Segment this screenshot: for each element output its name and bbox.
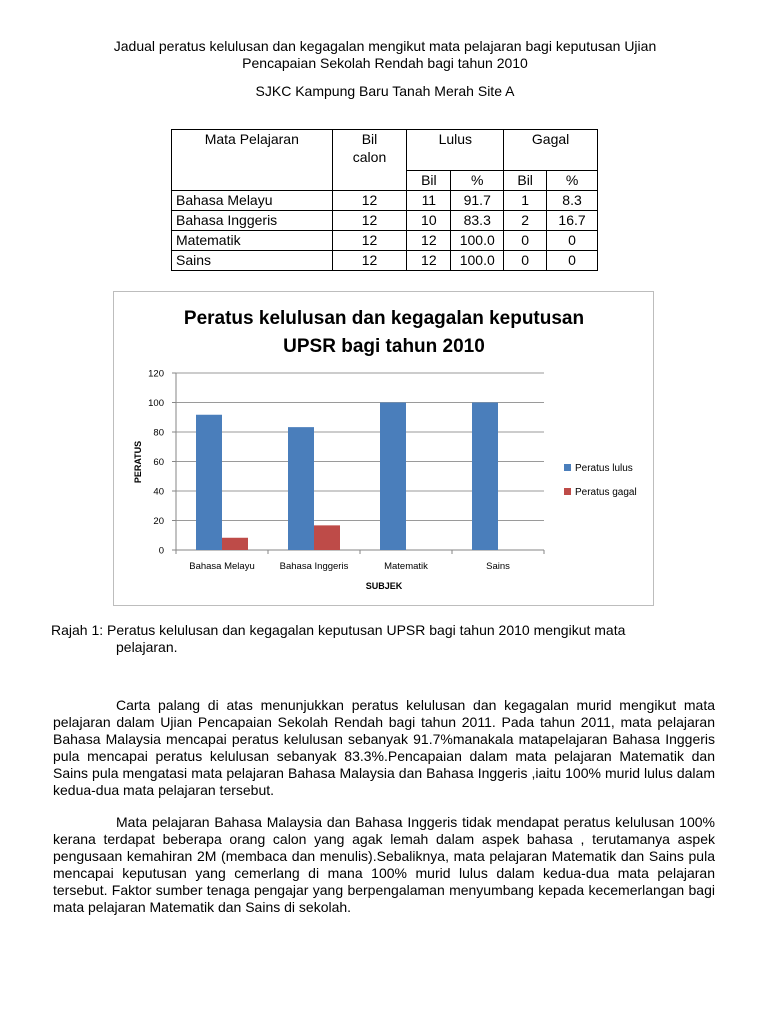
cell-pass-count: 12 (407, 251, 451, 271)
cell-subject: Sains (172, 251, 333, 271)
header-candidates-line-1: Bil (361, 131, 378, 147)
paragraph-1: Carta palang di atas menunjukkan peratus kelulusan dan kegagalan murid mengikut mata pelajaran dalam Ujian Pencapaian Sekolah Rendah bagi tahun 2011. Pada tahun 2011, mata pelajaran Bahasa Malaysia mencapai peratus kelulusan sebanyak 91.7%manakala matapelajaran Bahasa Inggeris pula mencapai peratus kelulusan sebanyak 83.3%.Pencapaian dalam mata pelajaran Matematik dan Sains pula mengatasi mata pelajaran Bahasa Malaysia dan Bahasa Inggeris ,iaitu 100% murid lulus dalam kedua-dua mata pelajaran tersebut. (53, 697, 715, 798)
cell-fail-percent: 16.7 (547, 211, 598, 231)
legend-swatch (564, 488, 571, 495)
bar-pass (380, 403, 406, 551)
chart-title-line-1: Peratus kelulusan dan kegagalan keputusan (183, 308, 585, 329)
results-table (171, 129, 598, 271)
legend-swatch (564, 464, 571, 471)
cell-pass-percent: 91.7 (451, 191, 504, 211)
cell-pass-count: 12 (407, 231, 451, 251)
table-header-row (172, 130, 598, 171)
figure-caption-continued: pelajaran. (116, 639, 178, 655)
header-candidates-line-2: calon (352, 149, 387, 165)
cell-candidates: 12 (332, 231, 407, 251)
chart-canvas (114, 292, 655, 607)
x-tick-label: Matematik (384, 561, 428, 572)
cell-pass-percent: 100.0 (451, 231, 504, 251)
cell-candidates: 12 (332, 251, 407, 271)
cell-fail-percent: 0 (547, 251, 598, 271)
chart-title-line-2: UPSR bagi tahun 2010 (283, 336, 485, 357)
cell-subject: Matematik (172, 231, 333, 251)
header-fail-count: Bil (504, 171, 547, 191)
table-row (172, 231, 598, 251)
cell-candidates: 12 (332, 191, 407, 211)
x-tick-label: Sains (486, 561, 510, 572)
x-axis-title: SUBJEK (365, 581, 403, 591)
y-axis-title: PERATUS (133, 440, 143, 484)
school-name: SJKC Kampung Baru Tanah Merah Site A (255, 83, 515, 99)
bar-fail (314, 525, 340, 550)
document-title (60, 38, 710, 72)
paragraph-2: Mata pelajaran Bahasa Malaysia dan Bahasa Inggeris tidak mendapat peratus kelulusan 100% kerana terdapat beberapa orang calon yang agak lemah dalam aspek bahasa , terutamanya aspek pengusaan kemahiran 2M (membaca dan menulis).Sebaliknya, mata pelajaran Matematik dan Sains pula mencapai keputusan yang cemerlang di mana 100% murid lulus dalam kedua-dua mata pelajaran tersebut. Faktor sumber tenaga pengajar yang berpengalaman menyumbang kepada kecemerlangan bagi mata pelajaran Matematik dan Sains di sekolah. (53, 814, 715, 915)
cell-fail-count: 1 (504, 191, 547, 211)
x-tick-label: Bahasa Inggeris (279, 561, 349, 572)
cell-subject: Bahasa Inggeris (172, 211, 333, 231)
y-tick-label: 20 (153, 516, 164, 527)
y-tick-label: 60 (153, 457, 164, 468)
table-row (172, 211, 598, 231)
figure-caption: Rajah 1: Peratus kelulusan dan kegagalan keputusan UPSR bagi tahun 2010 mengikut mata (51, 622, 626, 638)
header-pass-count: Bil (407, 171, 451, 191)
y-tick-label: 40 (153, 486, 164, 498)
cell-pass-count: 10 (407, 211, 451, 231)
bar-pass (196, 415, 222, 550)
table-row (172, 251, 598, 271)
cell-candidates: 12 (332, 211, 407, 231)
header-fail-percent: % (547, 171, 598, 191)
bar-pass (288, 427, 314, 550)
bar-fail (222, 538, 248, 550)
title-line-1: Jadual peratus kelulusan dan kegagalan mengikut mata pelajaran bagi keputusan Ujian (113, 38, 657, 54)
cell-pass-percent: 83.3 (451, 211, 504, 231)
cell-fail-count: 2 (504, 211, 547, 231)
bar-chart (113, 291, 654, 606)
cell-fail-count: 0 (504, 231, 547, 251)
cell-fail-percent: 0 (547, 231, 598, 251)
header-pass-percent: % (451, 171, 504, 191)
y-tick-label: 0 (158, 545, 164, 557)
x-tick-label: Bahasa Melayu (189, 561, 255, 572)
legend-label: Peratus lulus (575, 463, 633, 474)
header-pass: Lulus (407, 130, 504, 171)
header-fail: Gagal (504, 130, 598, 171)
y-tick-label: 80 (153, 427, 164, 439)
cell-fail-count: 0 (504, 251, 547, 271)
legend-label: Peratus gagal (575, 487, 637, 498)
title-line-2: Pencapaian Sekolah Rendah bagi tahun 2010 (242, 55, 528, 71)
cell-subject: Bahasa Melayu (172, 191, 333, 211)
y-tick-label: 120 (148, 368, 164, 380)
table-row (172, 191, 598, 211)
y-tick-label: 100 (148, 398, 164, 409)
cell-pass-count: 11 (407, 191, 451, 211)
header-candidates (332, 130, 407, 191)
bar-pass (472, 403, 498, 551)
header-subject: Mata Pelajaran (172, 130, 333, 191)
cell-pass-percent: 100.0 (451, 251, 504, 271)
cell-fail-percent: 8.3 (547, 191, 598, 211)
